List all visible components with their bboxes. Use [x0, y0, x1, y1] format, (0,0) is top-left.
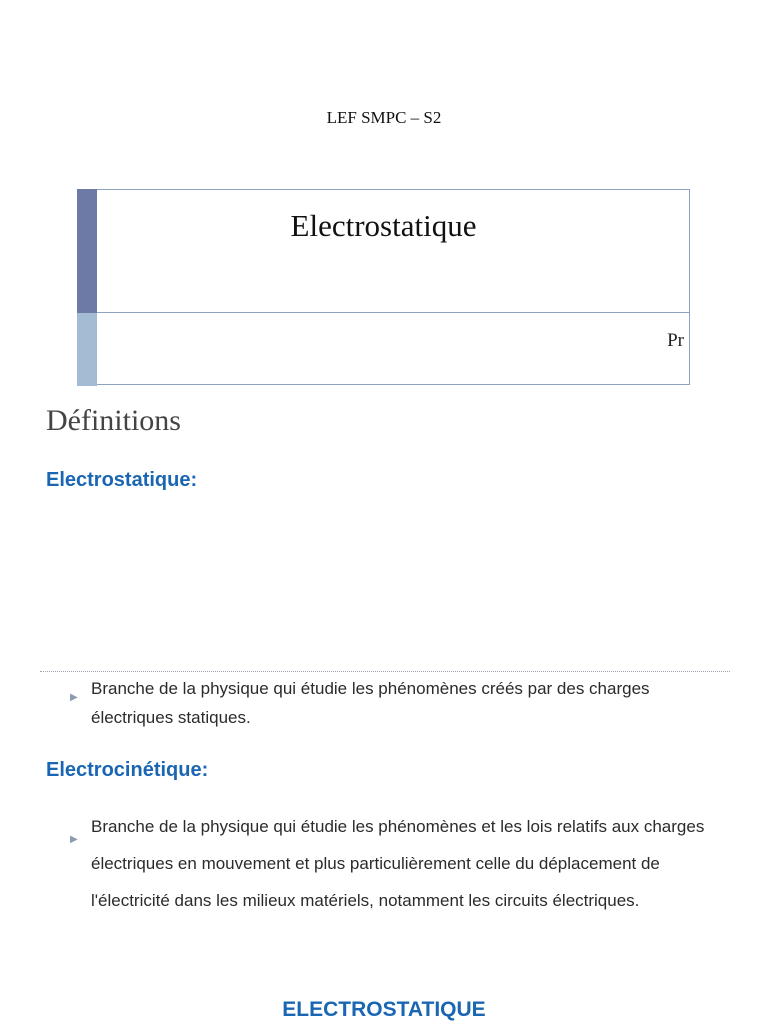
definition-bullet-electrostatique — [70, 674, 730, 732]
title-box — [77, 189, 690, 385]
title-divider — [97, 312, 689, 313]
dotted-divider — [40, 671, 730, 672]
course-header: LEF SMPC – S2 — [326, 108, 442, 127]
title-accent-bar-light — [77, 313, 97, 386]
triangle-right-icon: ▶ — [70, 834, 78, 845]
triangle-right-icon: ▶ — [70, 692, 78, 703]
definition-term-electrostatique: Electrostatique: — [46, 469, 198, 491]
footer-heading: ELECTROSTATIQUE — [282, 998, 486, 1021]
section-heading: Définitions — [46, 404, 181, 437]
definition-description: Branche de la physique qui étudie les phénomènes créés par des charges électriques statiques. — [91, 679, 650, 727]
page-title: Electrostatique — [290, 208, 477, 243]
author-label: Pr — [667, 330, 684, 351]
definition-description: Branche de la physique qui étudie les phénomènes et les lois relatifs aux charges électriques en mouvement et plus particulièrement celle du déplacement de l'électricité dans les milieux matériels, notamment les circuits électriques. — [91, 817, 705, 910]
definition-bullet-electrocinetique — [70, 808, 730, 919]
definition-term-electrocinetique: Electrocinétique: — [46, 759, 209, 781]
